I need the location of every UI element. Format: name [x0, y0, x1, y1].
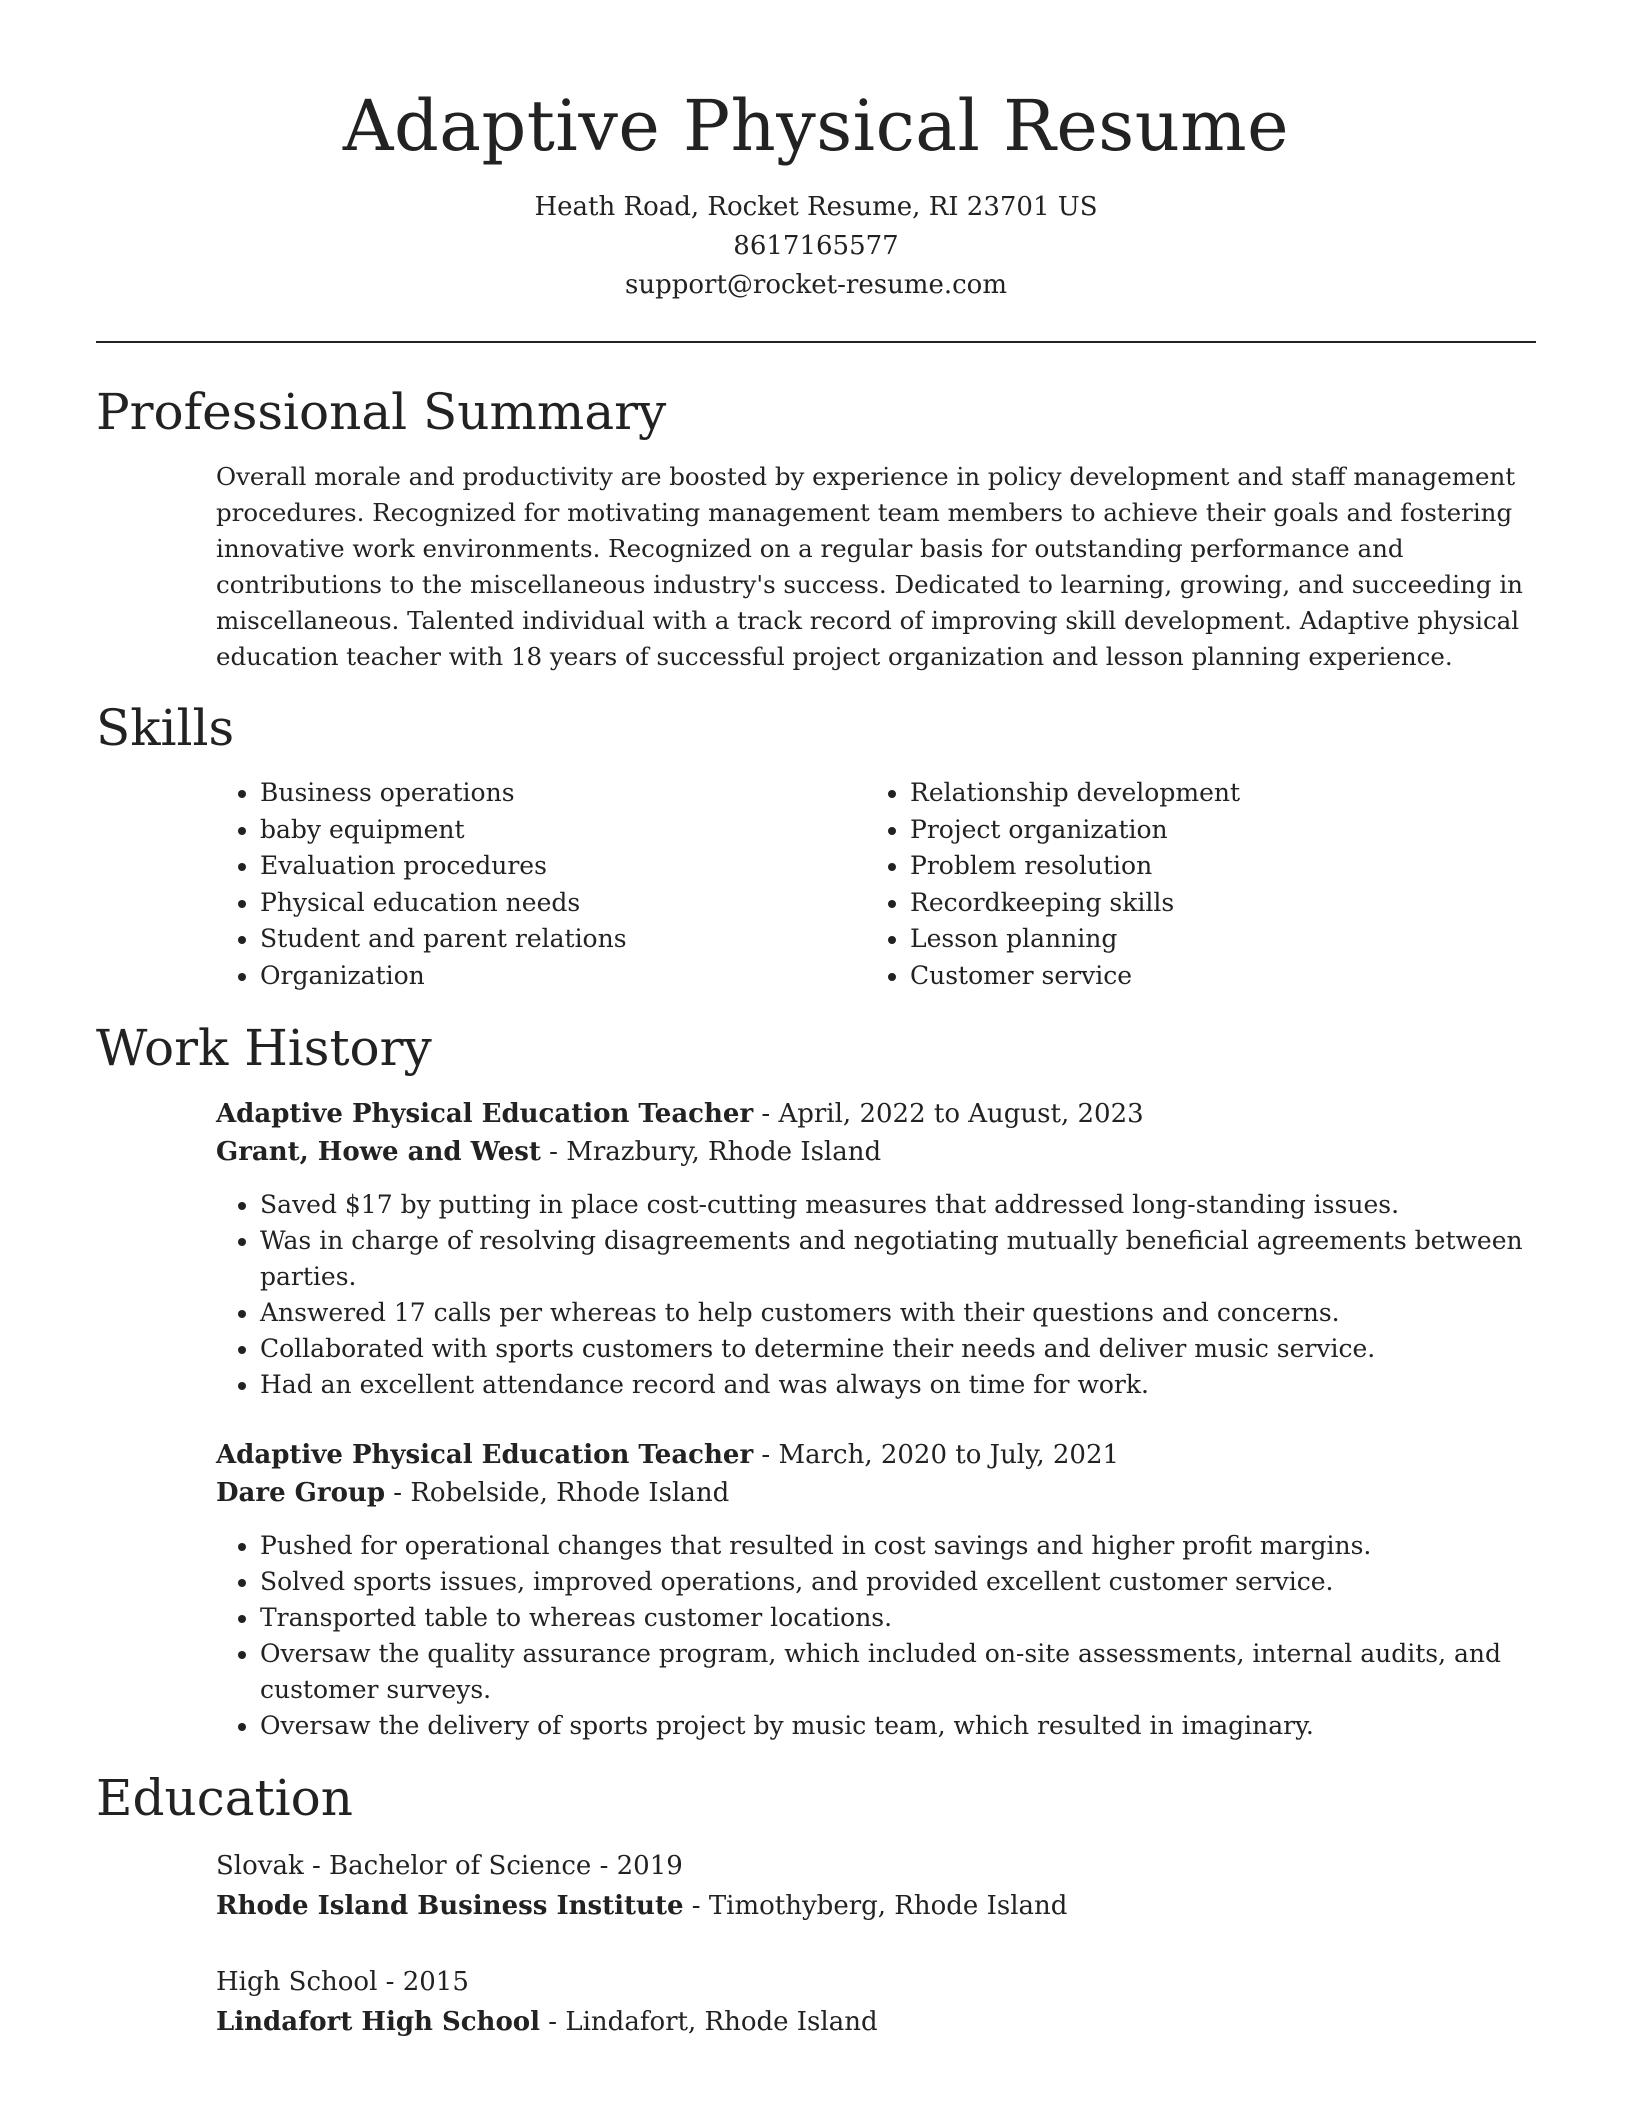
resume-header: [0, 0, 1632, 305]
skill-item: • Recordkeeping skills: [910, 885, 1516, 922]
education-school-line: [216, 1886, 1536, 1926]
education-degree: Slovak - Bachelor of Science: [216, 1851, 592, 1881]
header-divider: [96, 341, 1536, 343]
job-bullet: • Transported table to whereas customer locations.: [260, 1600, 1536, 1636]
job-bullet: • Was in charge of resolving disagreements and negotiating mutually beneficial agreements between parties.: [260, 1223, 1536, 1295]
skill-item: • Evaluation procedures: [260, 848, 866, 885]
summary-heading: Professional Summary: [96, 383, 667, 441]
job-bullet: • Pushed for operational changes that resulted in cost savings and higher profit margins.: [260, 1528, 1536, 1564]
education-school-line: [216, 2002, 1536, 2042]
job-entry: [216, 1095, 1536, 1403]
skill-item: • Project organization: [910, 812, 1516, 849]
job-role: Adaptive Physical Education Teacher: [216, 1099, 754, 1129]
education-degree-line: [216, 1846, 1536, 1886]
job-bullets: [216, 1187, 1536, 1403]
skills-column-left: [216, 775, 866, 994]
skill-item: • Organization: [260, 958, 866, 995]
skill-item: • Lesson planning: [910, 921, 1516, 958]
skill-item: • Customer service: [910, 958, 1516, 995]
job-bullet: • Saved $17 by putting in place cost-cutting measures that addressed long-standing issues.: [260, 1187, 1536, 1223]
education-degree-line: [216, 1962, 1536, 2002]
education-school: Rhode Island Business Institute: [216, 1891, 684, 1921]
skills-heading: Skills: [96, 699, 235, 757]
education-year: - 2015: [377, 1967, 469, 1997]
job-bullet: • Solved sports issues, improved operations, and provided excellent customer service.: [260, 1564, 1536, 1600]
skill-item: • Business operations: [260, 775, 866, 812]
job-title-line: [216, 1436, 1536, 1474]
education-location: - Timothyberg, Rhode Island: [683, 1891, 1068, 1921]
job-dates: - April, 2022 to August, 2023: [753, 1099, 1144, 1129]
skill-item: • Physical education needs: [260, 885, 866, 922]
job-title-line: [216, 1095, 1536, 1133]
education-entry: [216, 1962, 1536, 2042]
skills-list: [216, 775, 1536, 994]
job-location: - Mrazbury, Rhode Island: [540, 1137, 882, 1167]
education-location: - Lindafort, Rhode Island: [540, 2007, 878, 2037]
education-year: - 2019: [591, 1851, 683, 1881]
summary-text: Overall morale and productivity are boosted by experience in policy development and staff management procedures. Recognized for motivating management team members to achieve their goals and fostering innovative work environments. Recognized on a regular basis for outstanding performance and contributions to the miscellaneous industry's success. Dedicated to learning, growing, and succeeding in miscellaneous. Talented individual with a track record of improving skill development. Adaptive physical education teacher with 18 years of successful project organization and lesson planning experience.: [216, 462, 1523, 671]
job-role: Adaptive Physical Education Teacher: [216, 1440, 754, 1470]
job-location: - Robelside, Rhode Island: [385, 1478, 730, 1508]
education-entry: [216, 1846, 1536, 1926]
contact-phone: 8617165577: [733, 231, 899, 261]
contact-address: Heath Road, Rocket Resume, RI 23701 US: [534, 192, 1098, 222]
skill-item: • baby equipment: [260, 812, 866, 849]
job-dates: - March, 2020 to July, 2021: [753, 1440, 1120, 1470]
skill-item: • Relationship development: [910, 775, 1516, 812]
skills-column-right: [866, 775, 1516, 994]
job-bullets: [216, 1528, 1536, 1744]
job-company: Dare Group: [216, 1478, 386, 1508]
education-school: Lindafort High School: [216, 2007, 541, 2037]
job-bullet: • Oversaw the delivery of sports project by music team, which resulted in imaginary.: [260, 1708, 1536, 1744]
job-company-line: [216, 1474, 1536, 1512]
education-heading: Education: [96, 1769, 353, 1827]
job-bullet: • Had an excellent attendance record and was always on time for work.: [260, 1367, 1536, 1403]
job-bullet: • Collaborated with sports customers to determine their needs and deliver music service.: [260, 1331, 1536, 1367]
skill-item: • Problem resolution: [910, 848, 1516, 885]
job-company-line: [216, 1133, 1536, 1171]
contact-email[interactable]: support@rocket-resume.com: [624, 270, 1007, 300]
job-bullet: • Oversaw the quality assurance program, which included on-site assessments, internal audits, and customer surveys.: [260, 1636, 1536, 1708]
candidate-name: Adaptive Physical Resume: [342, 85, 1290, 167]
skill-item: • Student and parent relations: [260, 921, 866, 958]
education-degree: High School: [216, 1967, 378, 1997]
work-history-heading: Work History: [96, 1019, 432, 1077]
job-entry: [216, 1436, 1536, 1744]
job-bullet: • Answered 17 calls per whereas to help customers with their questions and concerns.: [260, 1295, 1536, 1331]
contact-block: [0, 188, 1632, 305]
job-company: Grant, Howe and West: [216, 1137, 541, 1167]
